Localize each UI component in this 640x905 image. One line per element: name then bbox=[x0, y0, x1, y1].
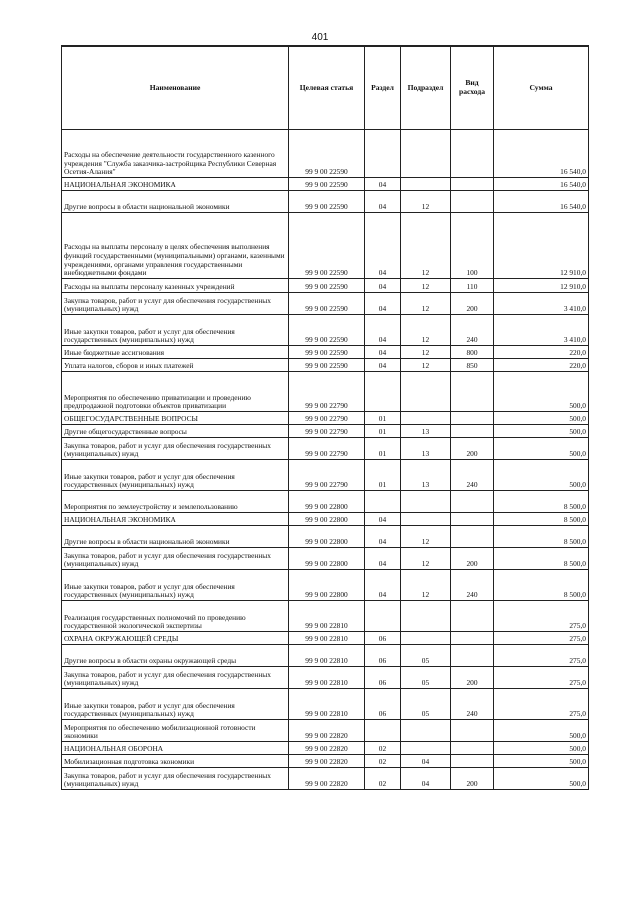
table-row bbox=[62, 438, 589, 460]
cell-amount: 220,0 bbox=[494, 359, 589, 372]
cell-subsection: 12 bbox=[401, 191, 451, 213]
cell-amount: 500,0 bbox=[494, 412, 589, 425]
cell-section: 04 bbox=[365, 346, 401, 359]
cell-section: 04 bbox=[365, 293, 401, 315]
cell-amount: 12 910,0 bbox=[494, 279, 589, 293]
cell-section: 06 bbox=[365, 689, 401, 720]
cell-amount: 8 500,0 bbox=[494, 570, 589, 601]
table-row bbox=[62, 526, 589, 548]
cell-subsection bbox=[401, 601, 451, 632]
table-row bbox=[62, 755, 589, 768]
cell-amount: 500,0 bbox=[494, 755, 589, 768]
cell-amount: 16 540,0 bbox=[494, 130, 589, 178]
cell-section: 04 bbox=[365, 279, 401, 293]
cell-amount: 220,0 bbox=[494, 346, 589, 359]
cell-section bbox=[365, 601, 401, 632]
cell-type: 200 bbox=[451, 438, 494, 460]
table-row bbox=[62, 491, 589, 513]
cell-amount: 500,0 bbox=[494, 438, 589, 460]
cell-name: Иные закупки товаров, работ и услуг для обеспечения государственных (муниципальных) нужд bbox=[62, 460, 289, 491]
cell-subsection: 12 bbox=[401, 293, 451, 315]
table-row bbox=[62, 513, 589, 526]
table-row bbox=[62, 359, 589, 372]
cell-type: 100 bbox=[451, 213, 494, 279]
cell-target: 99 9 00 22590 bbox=[289, 191, 365, 213]
header-amount: Сумма bbox=[494, 46, 589, 130]
header-type: Вид расхода bbox=[451, 46, 494, 130]
cell-type: 240 bbox=[451, 570, 494, 601]
cell-name: Закупка товаров, работ и услуг для обеспечения государственных (муниципальных) нужд bbox=[62, 293, 289, 315]
cell-target: 99 9 00 22810 bbox=[289, 601, 365, 632]
cell-name: Расходы на выплаты персоналу в целях обеспечения выполнения функций государственными (муниципальными) органами, казенными учреждениями, органами управления государственными внебюджетными фондами bbox=[62, 213, 289, 279]
cell-type: 800 bbox=[451, 346, 494, 359]
table-row bbox=[62, 372, 589, 412]
cell-type: 850 bbox=[451, 359, 494, 372]
cell-section: 01 bbox=[365, 460, 401, 491]
cell-subsection: 13 bbox=[401, 425, 451, 438]
cell-target: 99 9 00 22590 bbox=[289, 346, 365, 359]
cell-type bbox=[451, 601, 494, 632]
cell-amount: 500,0 bbox=[494, 742, 589, 755]
cell-target: 99 9 00 22790 bbox=[289, 438, 365, 460]
table-row bbox=[62, 178, 589, 191]
table-row bbox=[62, 645, 589, 667]
cell-amount: 275,0 bbox=[494, 645, 589, 667]
cell-type: 240 bbox=[451, 315, 494, 346]
cell-name: Мероприятия по обеспечению приватизации и проведению предпродажной подготовки объектов приватизации bbox=[62, 372, 289, 412]
cell-target: 99 9 00 22800 bbox=[289, 570, 365, 601]
cell-type bbox=[451, 412, 494, 425]
cell-section: 06 bbox=[365, 667, 401, 689]
cell-subsection bbox=[401, 513, 451, 526]
cell-target: 99 9 00 22790 bbox=[289, 425, 365, 438]
cell-section: 06 bbox=[365, 632, 401, 645]
cell-name: Другие вопросы в области национальной экономики bbox=[62, 526, 289, 548]
cell-subsection bbox=[401, 412, 451, 425]
header-subsection: Подраздел bbox=[401, 46, 451, 130]
cell-subsection bbox=[401, 491, 451, 513]
cell-amount: 8 500,0 bbox=[494, 513, 589, 526]
table-row bbox=[62, 130, 589, 178]
cell-section: 04 bbox=[365, 213, 401, 279]
cell-name: Мероприятия по обеспечению мобилизационной готовности экономики bbox=[62, 720, 289, 742]
cell-target: 99 9 00 22590 bbox=[289, 293, 365, 315]
cell-type bbox=[451, 645, 494, 667]
cell-name: Другие общегосударственные вопросы bbox=[62, 425, 289, 438]
cell-target: 99 9 00 22590 bbox=[289, 130, 365, 178]
cell-amount: 275,0 bbox=[494, 667, 589, 689]
table-row bbox=[62, 412, 589, 425]
cell-subsection: 04 bbox=[401, 768, 451, 790]
cell-amount: 500,0 bbox=[494, 768, 589, 790]
cell-target: 99 9 00 22810 bbox=[289, 632, 365, 645]
cell-section: 01 bbox=[365, 438, 401, 460]
cell-amount: 3 410,0 bbox=[494, 315, 589, 346]
cell-type bbox=[451, 742, 494, 755]
cell-name: Закупка товаров, работ и услуг для обеспечения государственных (муниципальных) нужд bbox=[62, 548, 289, 570]
cell-amount: 500,0 bbox=[494, 425, 589, 438]
cell-subsection: 12 bbox=[401, 213, 451, 279]
cell-subsection bbox=[401, 742, 451, 755]
table-row bbox=[62, 667, 589, 689]
cell-name: Мероприятия по землеустройству и землепользованию bbox=[62, 491, 289, 513]
cell-target: 99 9 00 22810 bbox=[289, 689, 365, 720]
cell-amount: 16 540,0 bbox=[494, 178, 589, 191]
cell-name: Реализация государственных полномочий по проведению государственной экологической экспертизы bbox=[62, 601, 289, 632]
cell-type: 110 bbox=[451, 279, 494, 293]
cell-name: Уплата налогов, сборов и иных платежей bbox=[62, 359, 289, 372]
cell-subsection: 12 bbox=[401, 359, 451, 372]
cell-target: 99 9 00 22790 bbox=[289, 412, 365, 425]
cell-subsection: 12 bbox=[401, 346, 451, 359]
table-row bbox=[62, 293, 589, 315]
cell-type bbox=[451, 191, 494, 213]
cell-section: 04 bbox=[365, 513, 401, 526]
cell-subsection: 05 bbox=[401, 667, 451, 689]
cell-name: Другие вопросы в области национальной экономики bbox=[62, 191, 289, 213]
cell-section: 02 bbox=[365, 742, 401, 755]
cell-type bbox=[451, 632, 494, 645]
cell-name: Иные закупки товаров, работ и услуг для обеспечения государственных (муниципальных) нужд bbox=[62, 570, 289, 601]
table-row bbox=[62, 601, 589, 632]
cell-amount: 8 500,0 bbox=[494, 548, 589, 570]
cell-target: 99 9 00 22810 bbox=[289, 667, 365, 689]
cell-subsection bbox=[401, 632, 451, 645]
cell-type bbox=[451, 526, 494, 548]
cell-amount: 16 540,0 bbox=[494, 191, 589, 213]
cell-name: Иные бюджетные ассигнования bbox=[62, 346, 289, 359]
cell-amount: 275,0 bbox=[494, 632, 589, 645]
cell-section bbox=[365, 372, 401, 412]
cell-amount: 500,0 bbox=[494, 720, 589, 742]
cell-section: 01 bbox=[365, 412, 401, 425]
cell-target: 99 9 00 22800 bbox=[289, 526, 365, 548]
header-section: Раздел bbox=[365, 46, 401, 130]
cell-name: ОБЩЕГОСУДАРСТВЕННЫЕ ВОПРОСЫ bbox=[62, 412, 289, 425]
cell-subsection: 04 bbox=[401, 755, 451, 768]
cell-subsection bbox=[401, 372, 451, 412]
cell-name: Расходы на выплаты персоналу казенных учреждений bbox=[62, 279, 289, 293]
cell-type: 200 bbox=[451, 293, 494, 315]
cell-type: 200 bbox=[451, 548, 494, 570]
cell-target: 99 9 00 22790 bbox=[289, 460, 365, 491]
cell-subsection: 12 bbox=[401, 315, 451, 346]
cell-target: 99 9 00 22820 bbox=[289, 720, 365, 742]
table-header-row bbox=[62, 46, 589, 130]
table-row bbox=[62, 570, 589, 601]
cell-type bbox=[451, 178, 494, 191]
cell-subsection: 12 bbox=[401, 570, 451, 601]
cell-target: 99 9 00 22800 bbox=[289, 548, 365, 570]
cell-target: 99 9 00 22810 bbox=[289, 645, 365, 667]
header-name: Наименование bbox=[62, 46, 289, 130]
table-row bbox=[62, 425, 589, 438]
cell-name: Мобилизационная подготовка экономики bbox=[62, 755, 289, 768]
cell-section: 06 bbox=[365, 645, 401, 667]
cell-amount: 3 410,0 bbox=[494, 293, 589, 315]
cell-type bbox=[451, 513, 494, 526]
cell-subsection bbox=[401, 720, 451, 742]
cell-type: 240 bbox=[451, 460, 494, 491]
table-row bbox=[62, 191, 589, 213]
cell-type: 200 bbox=[451, 768, 494, 790]
cell-amount: 8 500,0 bbox=[494, 526, 589, 548]
table-row bbox=[62, 213, 589, 279]
cell-target: 99 9 00 22820 bbox=[289, 742, 365, 755]
cell-amount: 275,0 bbox=[494, 689, 589, 720]
cell-target: 99 9 00 22590 bbox=[289, 279, 365, 293]
cell-amount: 500,0 bbox=[494, 460, 589, 491]
table-row bbox=[62, 720, 589, 742]
cell-subsection: 05 bbox=[401, 645, 451, 667]
cell-name: НАЦИОНАЛЬНАЯ ЭКОНОМИКА bbox=[62, 513, 289, 526]
cell-target: 99 9 00 22820 bbox=[289, 755, 365, 768]
header-target: Целевая статья bbox=[289, 46, 365, 130]
cell-target: 99 9 00 22800 bbox=[289, 491, 365, 513]
table-row bbox=[62, 315, 589, 346]
cell-section: 04 bbox=[365, 548, 401, 570]
cell-subsection: 12 bbox=[401, 279, 451, 293]
cell-amount: 500,0 bbox=[494, 372, 589, 412]
table-row bbox=[62, 632, 589, 645]
cell-type bbox=[451, 491, 494, 513]
cell-type bbox=[451, 755, 494, 768]
cell-section: 01 bbox=[365, 425, 401, 438]
cell-name: Расходы на обеспечение деятельности государственного казенного учреждения "Служба заказчика-застройщика Республики Северная Осетия-Алания" bbox=[62, 130, 289, 178]
table-row bbox=[62, 346, 589, 359]
page-number: 401 bbox=[311, 32, 329, 43]
cell-amount: 8 500,0 bbox=[494, 491, 589, 513]
cell-subsection: 05 bbox=[401, 689, 451, 720]
cell-name: Другие вопросы в области охраны окружающей среды bbox=[62, 645, 289, 667]
cell-type bbox=[451, 720, 494, 742]
cell-name: ОХРАНА ОКРУЖАЮЩЕЙ СРЕДЫ bbox=[62, 632, 289, 645]
cell-section: 04 bbox=[365, 526, 401, 548]
cell-amount: 275,0 bbox=[494, 601, 589, 632]
cell-name: Закупка товаров, работ и услуг для обеспечения государственных (муниципальных) нужд bbox=[62, 768, 289, 790]
cell-subsection: 12 bbox=[401, 526, 451, 548]
cell-target: 99 9 00 22800 bbox=[289, 513, 365, 526]
cell-name: Закупка товаров, работ и услуг для обеспечения государственных (муниципальных) нужд bbox=[62, 667, 289, 689]
cell-type bbox=[451, 425, 494, 438]
cell-section bbox=[365, 720, 401, 742]
cell-section: 04 bbox=[365, 178, 401, 191]
cell-section: 04 bbox=[365, 570, 401, 601]
cell-subsection: 13 bbox=[401, 438, 451, 460]
cell-name: НАЦИОНАЛЬНАЯ ОБОРОНА bbox=[62, 742, 289, 755]
table-row bbox=[62, 742, 589, 755]
cell-target: 99 9 00 22590 bbox=[289, 178, 365, 191]
table-row bbox=[62, 548, 589, 570]
cell-target: 99 9 00 22790 bbox=[289, 372, 365, 412]
cell-target: 99 9 00 22590 bbox=[289, 213, 365, 279]
cell-subsection: 12 bbox=[401, 548, 451, 570]
cell-subsection bbox=[401, 130, 451, 178]
cell-name: Иные закупки товаров, работ и услуг для обеспечения государственных (муниципальных) нужд bbox=[62, 689, 289, 720]
cell-type bbox=[451, 130, 494, 178]
cell-section: 04 bbox=[365, 191, 401, 213]
cell-type: 240 bbox=[451, 689, 494, 720]
cell-section: 04 bbox=[365, 359, 401, 372]
cell-name: НАЦИОНАЛЬНАЯ ЭКОНОМИКА bbox=[62, 178, 289, 191]
cell-section bbox=[365, 491, 401, 513]
cell-type bbox=[451, 372, 494, 412]
table-row bbox=[62, 689, 589, 720]
cell-section bbox=[365, 130, 401, 178]
cell-subsection: 13 bbox=[401, 460, 451, 491]
cell-name: Закупка товаров, работ и услуг для обеспечения государственных (муниципальных) нужд bbox=[62, 438, 289, 460]
table-row bbox=[62, 460, 589, 491]
cell-subsection bbox=[401, 178, 451, 191]
cell-target: 99 9 00 22590 bbox=[289, 315, 365, 346]
cell-amount: 12 910,0 bbox=[494, 213, 589, 279]
cell-section: 04 bbox=[365, 315, 401, 346]
cell-section: 02 bbox=[365, 768, 401, 790]
table-row bbox=[62, 768, 589, 790]
cell-type: 200 bbox=[451, 667, 494, 689]
cell-target: 99 9 00 22820 bbox=[289, 768, 365, 790]
cell-name: Иные закупки товаров, работ и услуг для обеспечения государственных (муниципальных) нужд bbox=[62, 315, 289, 346]
cell-target: 99 9 00 22590 bbox=[289, 359, 365, 372]
budget-table bbox=[61, 45, 589, 790]
table-row bbox=[62, 279, 589, 293]
cell-section: 02 bbox=[365, 755, 401, 768]
